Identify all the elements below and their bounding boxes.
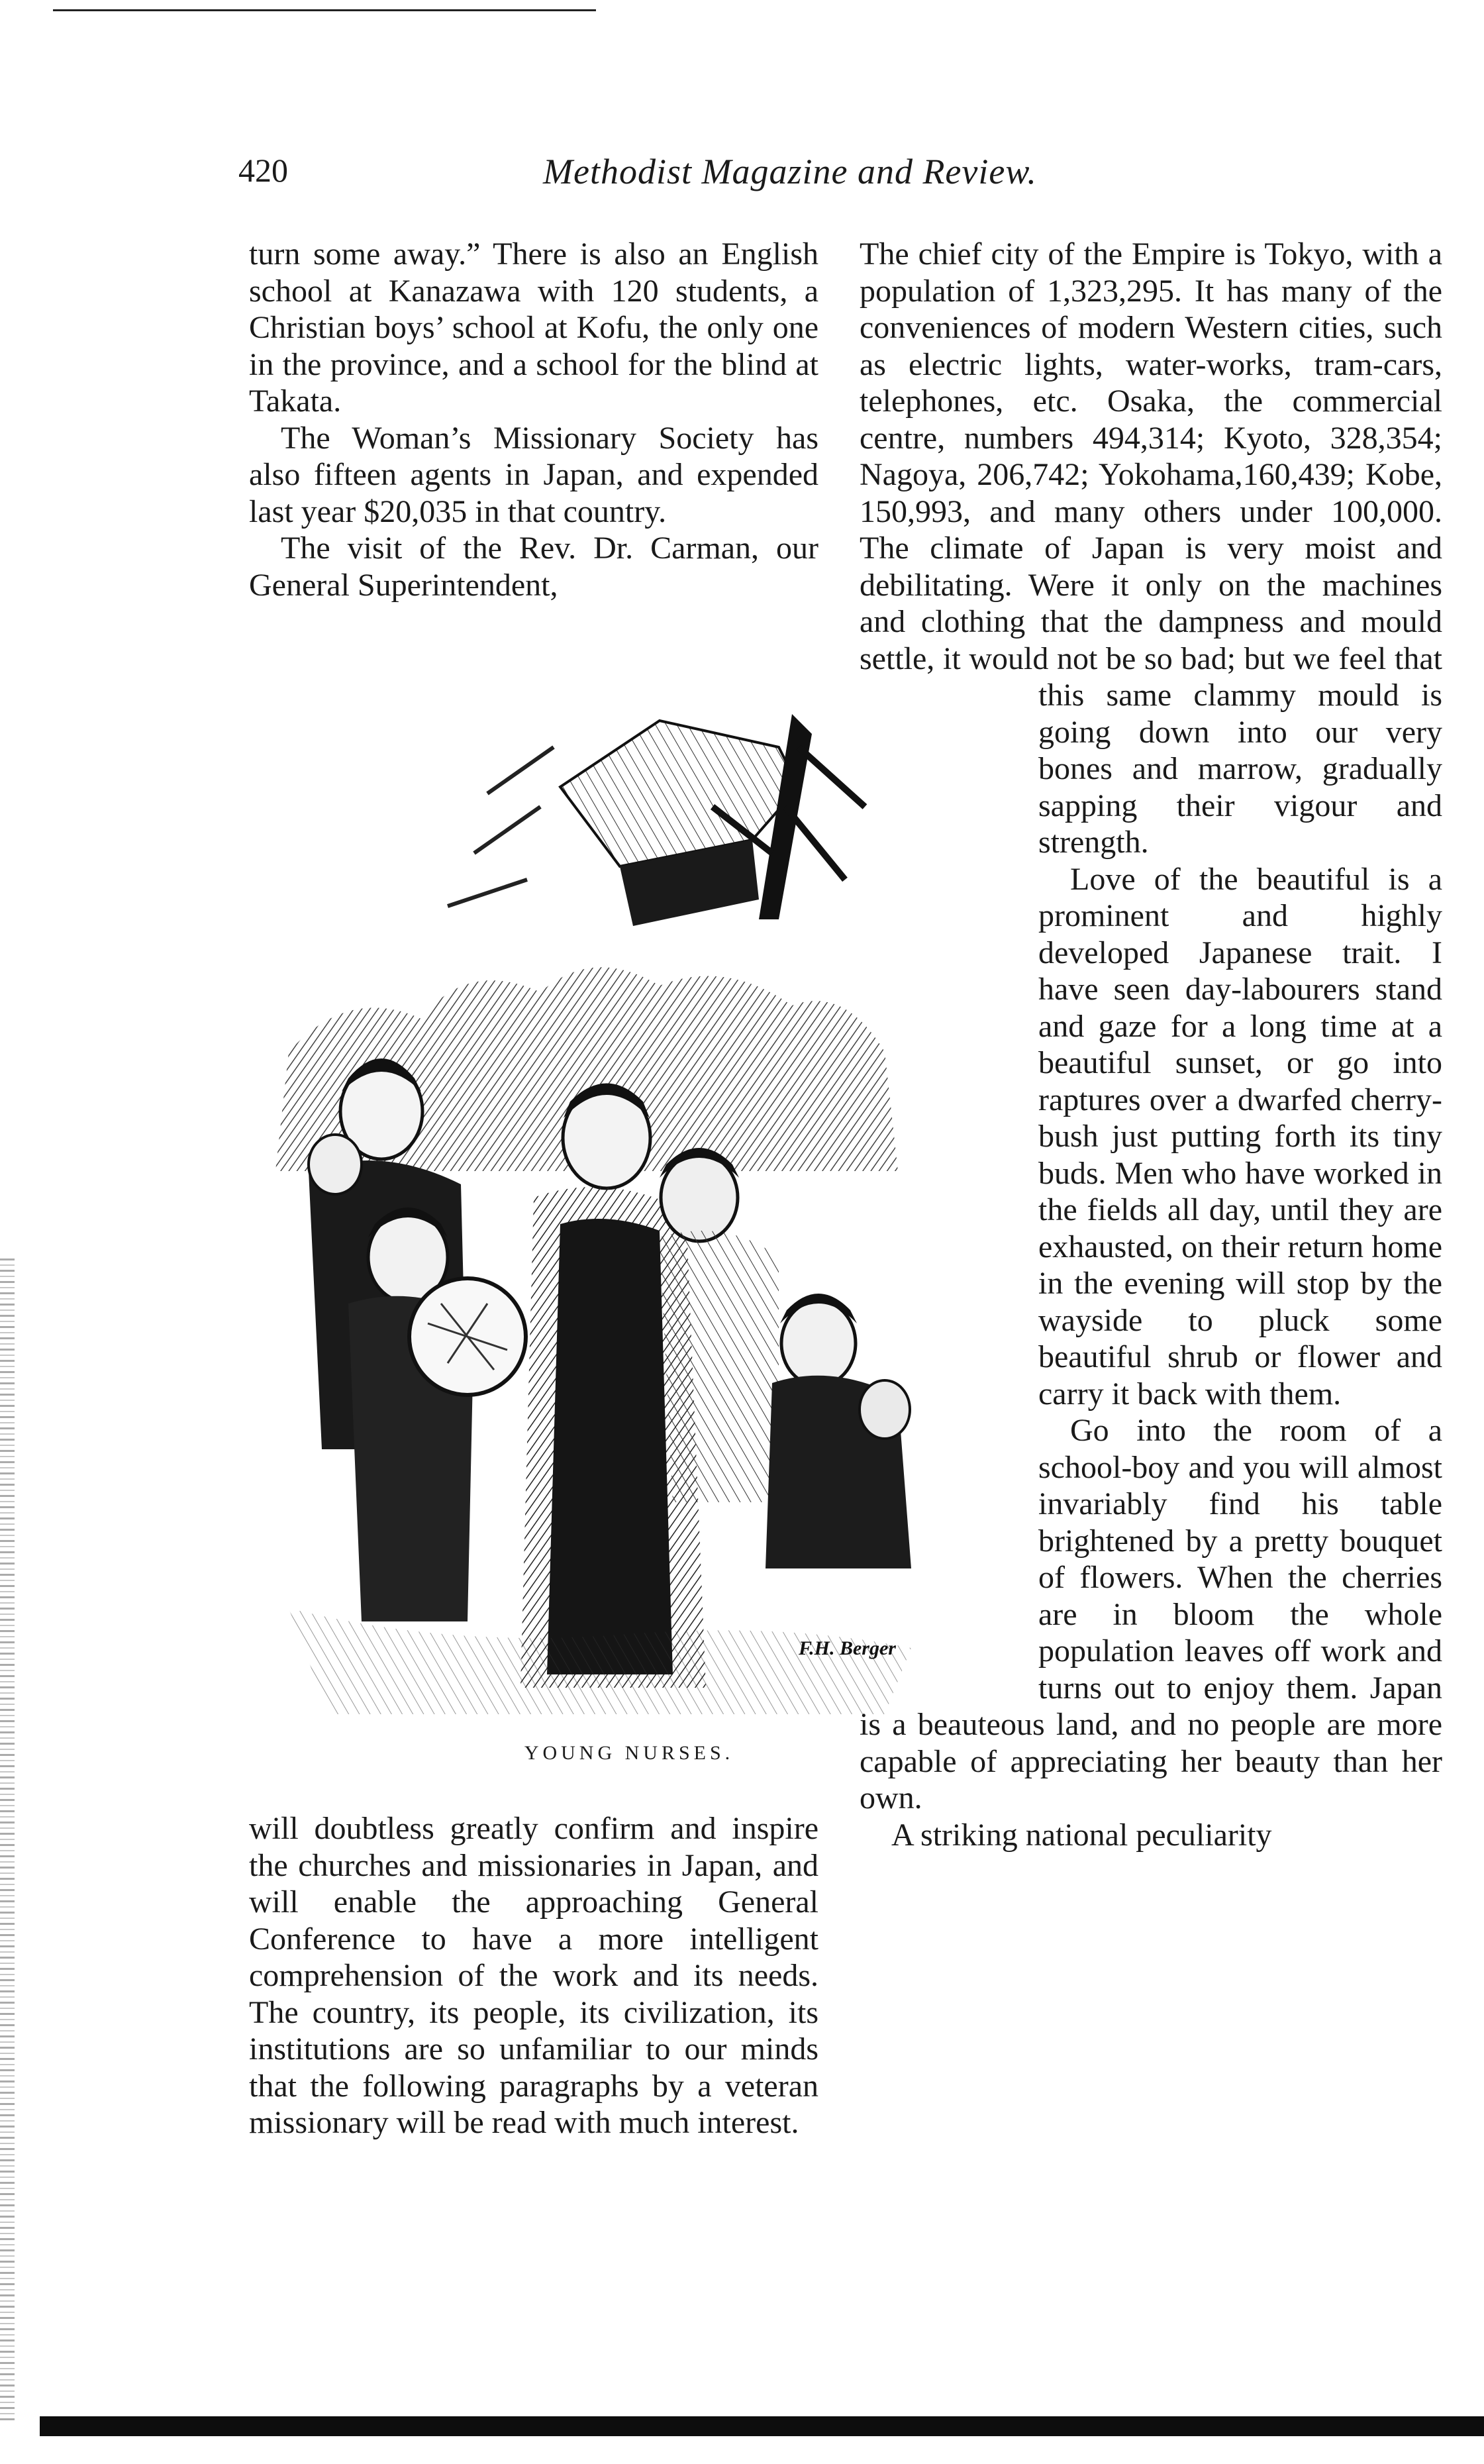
- left-column-top: [249, 236, 818, 603]
- paragraph: Go into the room of a school-boy and you will almost invariably find his table brightened by a pretty bouquet of flowers. When the cherries are in bloom the whole population leaves off work and turns out to enjoy them. Japan is a beauteous land, and no people are more capable of appreciating her beauty than her own.: [860, 1413, 1442, 1816]
- paragraph: The Woman’s Missionary Society has also fifteen agents in Japan, and expended last year $20,035 in that country.: [249, 420, 818, 529]
- page-number: 420: [238, 152, 288, 189]
- left-column-bottom: [249, 1810, 818, 2141]
- page-edge-scan-artifact: [0, 1258, 15, 2424]
- top-rule: [53, 9, 596, 11]
- paragraph: will doubtless greatly confirm and inspire the churches and missionaries in Japan, and will enable the approaching General Conference to have a more intelligent comprehension of the work and its needs. The country, its people, its civilization, its institutions are so unfamiliar to our minds that the following paragraphs by a veteran missionary will be read with much interest.: [249, 1811, 818, 2140]
- paragraph: turn some away.” There is also an English school at Kanazawa with 120 students, a Christian boys’ school at Kofu, the only one in the province, and a school for the blind at Takata.: [249, 236, 818, 419]
- wrap-spacer: [860, 677, 1038, 1704]
- paragraph: The chief city of the Empire is Tokyo, with a population of 1,323,295. It has many of the conveniences of modern Western cities, such as electric lights, water-works, tram-cars, telephones, etc. Osaka, the commercial centre, numbers 494,314; Kyoto, 328,354; Nagoya, 206,742; Yokohama,160,439; Kobe, 150,993, and many others under 100,000. The climate of Japan is very moist and debilitating. Were it only on the machines and clothing that the dampness and mould settle, it would not be so bad; but we feel that this same clammy mould is going down into our very bones and marrow, gradually sapping their vigour and strength.: [860, 236, 1442, 861]
- bottom-rule: [40, 2416, 1484, 2436]
- running-title: Methodist Magazine and Review.: [543, 152, 1037, 191]
- right-column: [860, 236, 1442, 1853]
- paragraph: A striking national peculiarity: [891, 1817, 1272, 1853]
- illustration-caption: YOUNG NURSES.: [524, 1742, 734, 1764]
- artist-signature: F.H. Berger: [799, 1637, 896, 1659]
- page-header: [238, 151, 1444, 204]
- paragraph: The visit of the Rev. Dr. Carman, our General Superintendent,: [249, 531, 818, 603]
- paragraph: Love of the beautiful is a prominent and highly developed Japanese trait. I have seen day-labourers stand and gaze for a long time at a beautiful sunset, or go into raptures over a dwarfed cherry-bush just putting forth its tiny buds. Men who have worked in the fields all day, until they are exhausted, on their return home in the evening will stop by the wayside to pluck some beautiful shrub or flower and carry it back with them.: [1038, 861, 1442, 1412]
